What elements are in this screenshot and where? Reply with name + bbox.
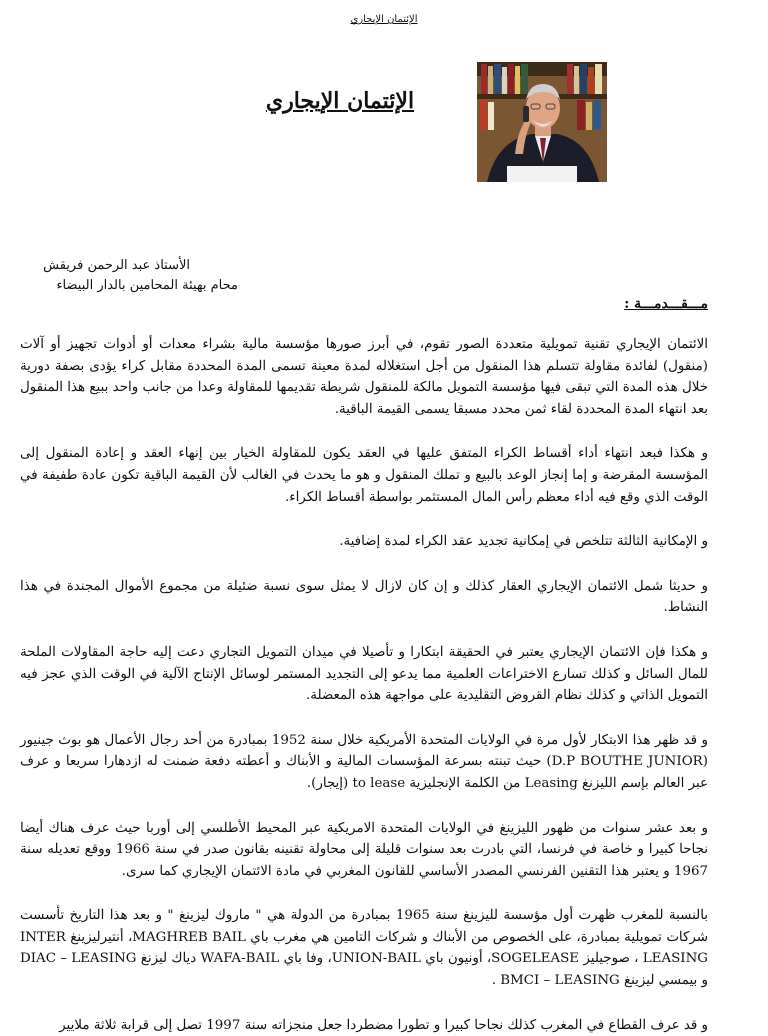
author-role: محام بهيئة المحامين بالدار البيضاء: [56, 278, 238, 293]
paragraph-8: بالنسبة للمغرب ظهرت أول مؤسسة لليزينغ سنة 1965 بمبادرة من الدولة هي " ماروك ليزينغ " و بعد هذا التاريخ تأسست شركات تمويلية بمبادرة، على الخصوص من الأبناك و شركات التامين هي مغرب باي MAGHREB BAIL، أنتيرليزينغ INTER LEASING ، صوجيليز SOGELEASE، أونيون باي UNION-BAIL، وفا باي WAFA-BAIL دياك ليزنغ DIAC – LEASING و بيمسي ليزينغ BMCI – LEASING .: [20, 908, 709, 989]
paragraph-5: و هكذا فإن الائتمان الإيجاري يعتبر في الحقيقة ابتكارا و تأصيلا في ميدان التمويل التجاري دعت إليه حاجة المقاولات الملحة للمال السائل و كذلك تسارع الاختراعات العلمية مما يدعو إلى التجديد المستمر لوسائل الإنتاج الآلية في الوقت الذي عجز فيه التمويل الذاتي و كذلك نظام القروض التقليدية على مواجهة هذه المعضلة.: [20, 644, 708, 704]
document-body: [20, 334, 708, 1036]
paragraph-6: و قد ظهر هذا الابتكار لأول مرة في الولايات المتحدة الأمريكية خلال سنة 1952 بمبادرة من أحد رجال الأعمال هو بوث جينيور (D.P BOUTHE JUNIOR) حيث تبنته بسرعة المؤسسات المالية و الأبناك و أعطته دفعة ضمنت له ازدهارا سريعا و عرف عبر العالم بإسم الليزنغ Leasing من الكلمة الإنجليزية to lease (إيجار).: [20, 732, 708, 791]
author-photo: [477, 62, 607, 182]
paragraph-4: و حديثا شمل الائتمان الإيجاري العقار كذلك و إن كان لازال لا يمثل سوى نسبة ضئيلة من مجموع الأموال المجندة في هذا النشاط.: [20, 578, 708, 616]
paragraph-7: و بعد عشر سنوات من ظهور الليزينغ في الولايات المتحدة الامريكية عبر المحيط الأطلسي إلى أوربا حيث عرف هناك أيضا نجاحا كبيرا و خاصة في فرنسا، التي بادرت بعد سنوات قليلة إلى محاولة تقنينه بقانون صدر في سنة 1966 ووقع تعديله سنة 1967 و يعتبر هذا التقنين الفرنسي المصدر الأساسي للقانون المغربي في مادة الائتمان الإيجاري كما سرى.: [20, 820, 708, 879]
intro-heading: مـــقـــدمـــة :: [624, 296, 708, 312]
page-header: الإئتمان الإيجاري: [350, 14, 418, 25]
paragraph-1: الائتمان الإيجاري تقنية تمويلية متعددة الصور تقوم، في أبرز صورها مؤسسة مالية بشراء معدات أو أدوات تجهيز أو آلات (منقول) لفائدة مقاولة تتسلم هذا المنقول من أجل استغلاله لمدة معينة تسمى المدة المحددة مقابل كراء يؤدى بصفة دورية خلال هذه المدة التي تبقى فيها مؤسسة التمويل مالكة للمنقول شريطة تقديمها للمقاولة وعدا من جانب واحد ببيع هذا المنقول بعد انتهاء المدة المحددة لقاء ثمن محدد مسبقا يسمى القيمة الباقية.: [20, 337, 708, 417]
paragraph-9: و قد عرف القطاع في المغرب كذلك نجاحا كبيرا و تطورا مضطردا جعل منجزاته سنة 1997 تصل إلى قرابة ثلاثة ملايير: [59, 1017, 708, 1033]
document-title: الإئتمان الإيجاري: [265, 88, 415, 114]
author-name: الأستاذ عبد الرحمن فريقش: [43, 258, 190, 273]
paragraph-3: و الإمكانية الثالثة تتلخص في إمكانية تجديد عقد الكراء لمدة إضافية.: [339, 534, 708, 550]
paragraph-2: و هكذا فبعد انتهاء أداء أقساط الكراء المتفق عليها في العقد يكون للمقاولة الخيار بين إنهاء العقد و إعادة المنقول إلى المؤسسة المقرضة و إما إنجاز الوعد بالبيع و تملك المنقول و هو ما يحدث في الغالب لأن القيمة الباقية تكون عادة طفيفة في الوقت الذي وقع فيه أداء معظم رأس المال المستثمر بواسطة أقساط الكراء.: [20, 446, 708, 505]
